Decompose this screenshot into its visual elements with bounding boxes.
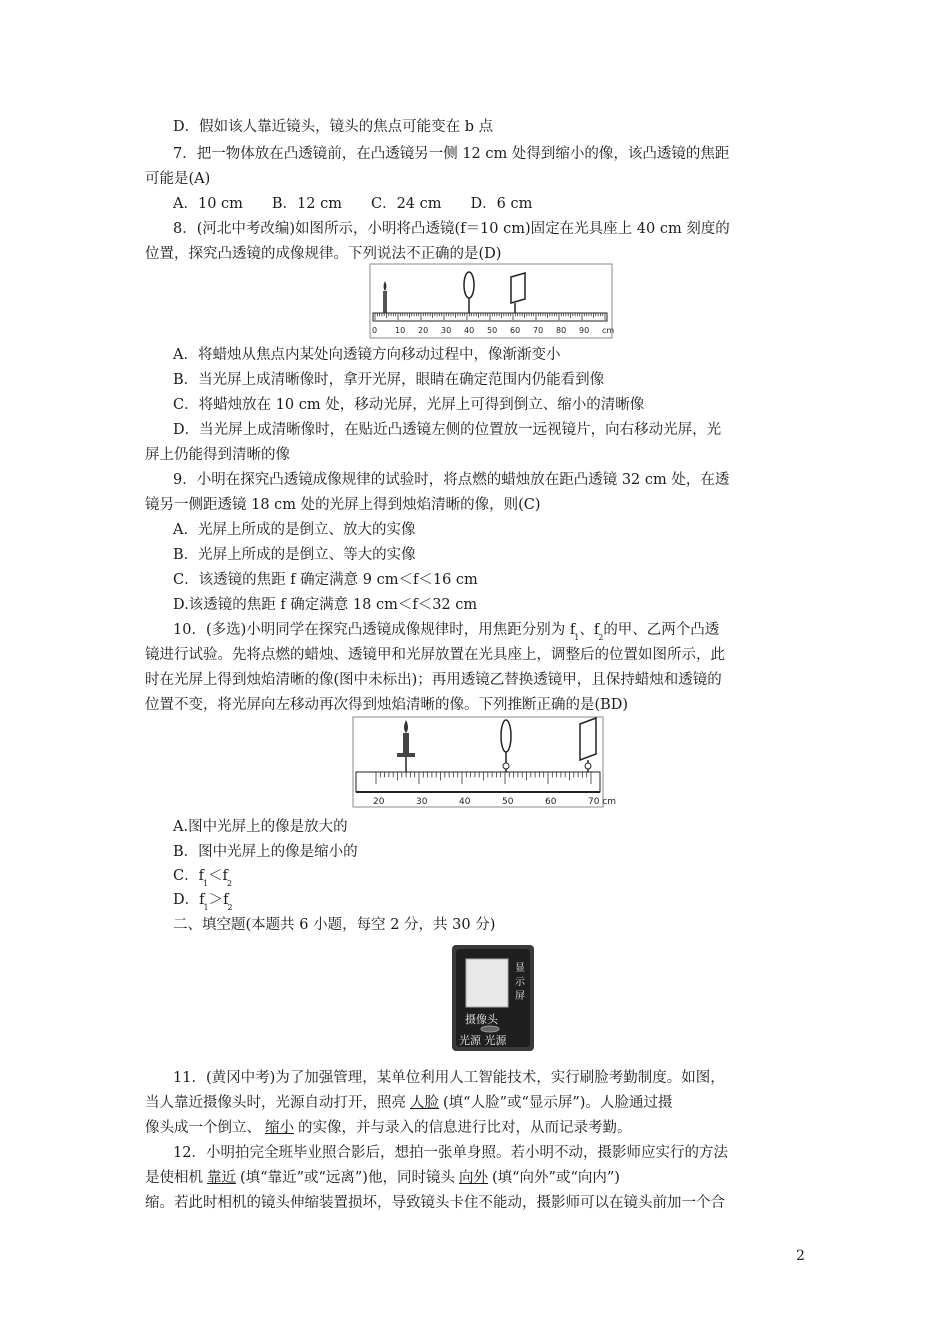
question-7-cont: 可能是(A) bbox=[145, 171, 211, 187]
ruler-tick-label: 30 bbox=[441, 326, 452, 335]
light-screen bbox=[580, 718, 596, 760]
ruler-tick-label: 20 bbox=[373, 797, 385, 807]
question-10-cont-3: 位置不变，将光屏向左移动再次得到烛焰清晰的像。下列推断正确的是(BD) bbox=[145, 697, 629, 713]
answer-blank-closer: 靠近 bbox=[207, 1170, 236, 1186]
screen-label-3: 屏 bbox=[515, 991, 525, 1002]
ruler-tick-label: 10 bbox=[395, 326, 406, 335]
camera-lens-icon bbox=[481, 1026, 499, 1032]
ruler-tick-label: 0 bbox=[372, 326, 378, 335]
optical-bench-figure-1 bbox=[369, 263, 613, 339]
question-9-option-a: A．光屏上所成的是倒立、放大的实像 bbox=[173, 522, 416, 538]
screen-label-1: 显 bbox=[515, 963, 525, 974]
question-8-option-b: B．当光屏上成清晰像时，拿开光屏，眼睛在确定范围内仍能看到像 bbox=[173, 372, 605, 388]
question-10-cont-1: 镜进行试验。先将点燃的蜡烛、透镜甲和光屏放置在光具座上，调整后的位置如图所示，此 bbox=[145, 647, 725, 663]
option-d-q6: D．假如该人靠近镜头，镜头的焦点可能变在 b 点 bbox=[173, 119, 494, 135]
answer-blank-outward: 向外 bbox=[458, 1170, 488, 1186]
ruler-tick-label: 60 bbox=[510, 326, 521, 335]
question-9-option-d: D.该透镜的焦距 f 确定满意 18 cm＜f＜32 cm bbox=[173, 597, 478, 613]
ruler-tick-label: 50 bbox=[502, 797, 514, 807]
lens bbox=[501, 720, 511, 752]
answer-blank-face: 人脸 bbox=[410, 1095, 439, 1111]
question-8-cont: 位置，探究凸透镜的成像规律。下列说法不正确的是(D) bbox=[145, 246, 502, 262]
question-7: 7．把一物体放在凸透镜前，在凸透镜另一侧 12 cm 处得到缩小的像，该凸透镜的焦距 bbox=[173, 146, 730, 162]
camera-label: 摄像头 bbox=[465, 1013, 498, 1026]
question-10-option-b: B．图中光屏上的像是缩小的 bbox=[173, 844, 358, 860]
ruler-tick-label: cm bbox=[602, 326, 615, 335]
question-8: 8．(河北中考改编)如图所示，小明将凸透镜(f＝10 cm)固定在光具座上 40 cm 刻度的 bbox=[173, 221, 730, 237]
page-number: 2 bbox=[796, 1248, 805, 1264]
question-11: 11．(黄冈中考)为了加强管理，某单位利用人工智能技术，实行刷脸考勤制度。如图， bbox=[173, 1070, 725, 1086]
face-recognition-device-figure bbox=[452, 945, 534, 1051]
optical-bench-figure-2 bbox=[352, 716, 617, 808]
ruler-tick-label: 70 cm bbox=[588, 797, 617, 807]
question-11-cont-1: 当人靠近摄像头时，光源自动打开，照亮 人脸 (填“人脸”或“显示屏”)。人脸通过摄 bbox=[145, 1095, 673, 1111]
question-9-option-c: C．该透镜的焦距 f 确定满意 9 cm＜f＜16 cm bbox=[173, 572, 478, 588]
question-12-cont-2: 缩。若此时相机的镜头伸缩装置损坏，导致镜头卡住不能动，摄影师可以在镜头前加一个合 bbox=[145, 1195, 725, 1211]
ruler-tick-label: 60 bbox=[545, 797, 557, 807]
ruler-tick-label: 20 bbox=[418, 326, 429, 335]
question-8-option-d: D．当光屏上成清晰像时，在贴近凸透镜左侧的位置放一远视镜片，向右移动光屏，光 bbox=[173, 422, 722, 438]
light-screen bbox=[511, 273, 525, 303]
ruler-rail bbox=[356, 772, 600, 792]
question-9-cont: 镜另一侧距透镜 18 cm 处的光屏上得到烛焰清晰的像，则(C) bbox=[145, 497, 541, 513]
light-source-label: 光源 光源 bbox=[459, 1034, 507, 1047]
question-8-option-d-cont: 屏上仍能得到清晰的像 bbox=[145, 447, 290, 463]
ruler-tick-label: 40 bbox=[464, 326, 475, 335]
screen-label-2: 示 bbox=[515, 977, 525, 988]
candle bbox=[403, 733, 409, 753]
question-10-option-a: A.图中光屏上的像是放大的 bbox=[173, 819, 348, 835]
question-9: 9．小明在探究凸透镜成像规律的试验时，将点燃的蜡烛放在距凸透镜 32 cm 处，在透 bbox=[173, 472, 730, 488]
lens bbox=[464, 272, 474, 298]
question-9-option-b: B．光屏上所成的是倒立、等大的实像 bbox=[173, 547, 416, 563]
ruler-tick-label: 70 bbox=[533, 326, 544, 335]
candle bbox=[383, 291, 387, 313]
question-12: 12．小明拍完全班毕业照合影后，想拍一张单身照。若小明不动，摄影师应实行的方法 bbox=[173, 1145, 728, 1161]
question-11-cont-2: 像头成一个倒立、 缩小 的实像，并与录入的信息进行比对，从而记录考勤。 bbox=[145, 1120, 632, 1136]
ruler-tick-label: 30 bbox=[416, 797, 428, 807]
question-12-cont-1: 是使相机 靠近 (填“靠近”或“远离”)他，同时镜头 向外 (填“向外”或“向内”) bbox=[145, 1170, 620, 1186]
question-10-cont-2: 时在光屏上得到烛焰清晰的像(图中未标出)；再用透镜乙替换透镜甲，且保持蜡烛和透镜的 bbox=[145, 672, 722, 688]
question-10-option-d: D．$f_1>f_2$ bbox=[173, 892, 233, 912]
question-10-option-c: C．$f_1<f_2$ bbox=[173, 868, 233, 888]
ruler-tick-label: 80 bbox=[556, 326, 567, 335]
question-8-option-a: A．将蜡烛从焦点内某处向透镜方向移动过程中，像渐渐变小 bbox=[173, 347, 561, 363]
ruler-tick-label: 90 bbox=[579, 326, 590, 335]
question-8-option-c: C．将蜡烛放在 10 cm 处，移动光屏，光屏上可得到倒立、缩小的清晰像 bbox=[173, 397, 645, 413]
question-10: 10．(多选)小明同学在探究凸透镜成像规律时，用焦距分别为 $f_1$、$f_2$的甲、乙两个凸透 bbox=[173, 622, 720, 642]
display-screen bbox=[466, 959, 508, 1007]
answer-blank-smaller: 缩小 bbox=[265, 1120, 294, 1136]
section-heading-fill-in: 二、填空题(本题共 6 小题，每空 2 分，共 30 分) bbox=[173, 917, 496, 933]
ruler-tick-label: 40 bbox=[459, 797, 471, 807]
ruler-tick-label: 50 bbox=[487, 326, 498, 335]
question-7-options: A．10 cm B．12 cm C．24 cm D．6 cm bbox=[173, 196, 533, 212]
